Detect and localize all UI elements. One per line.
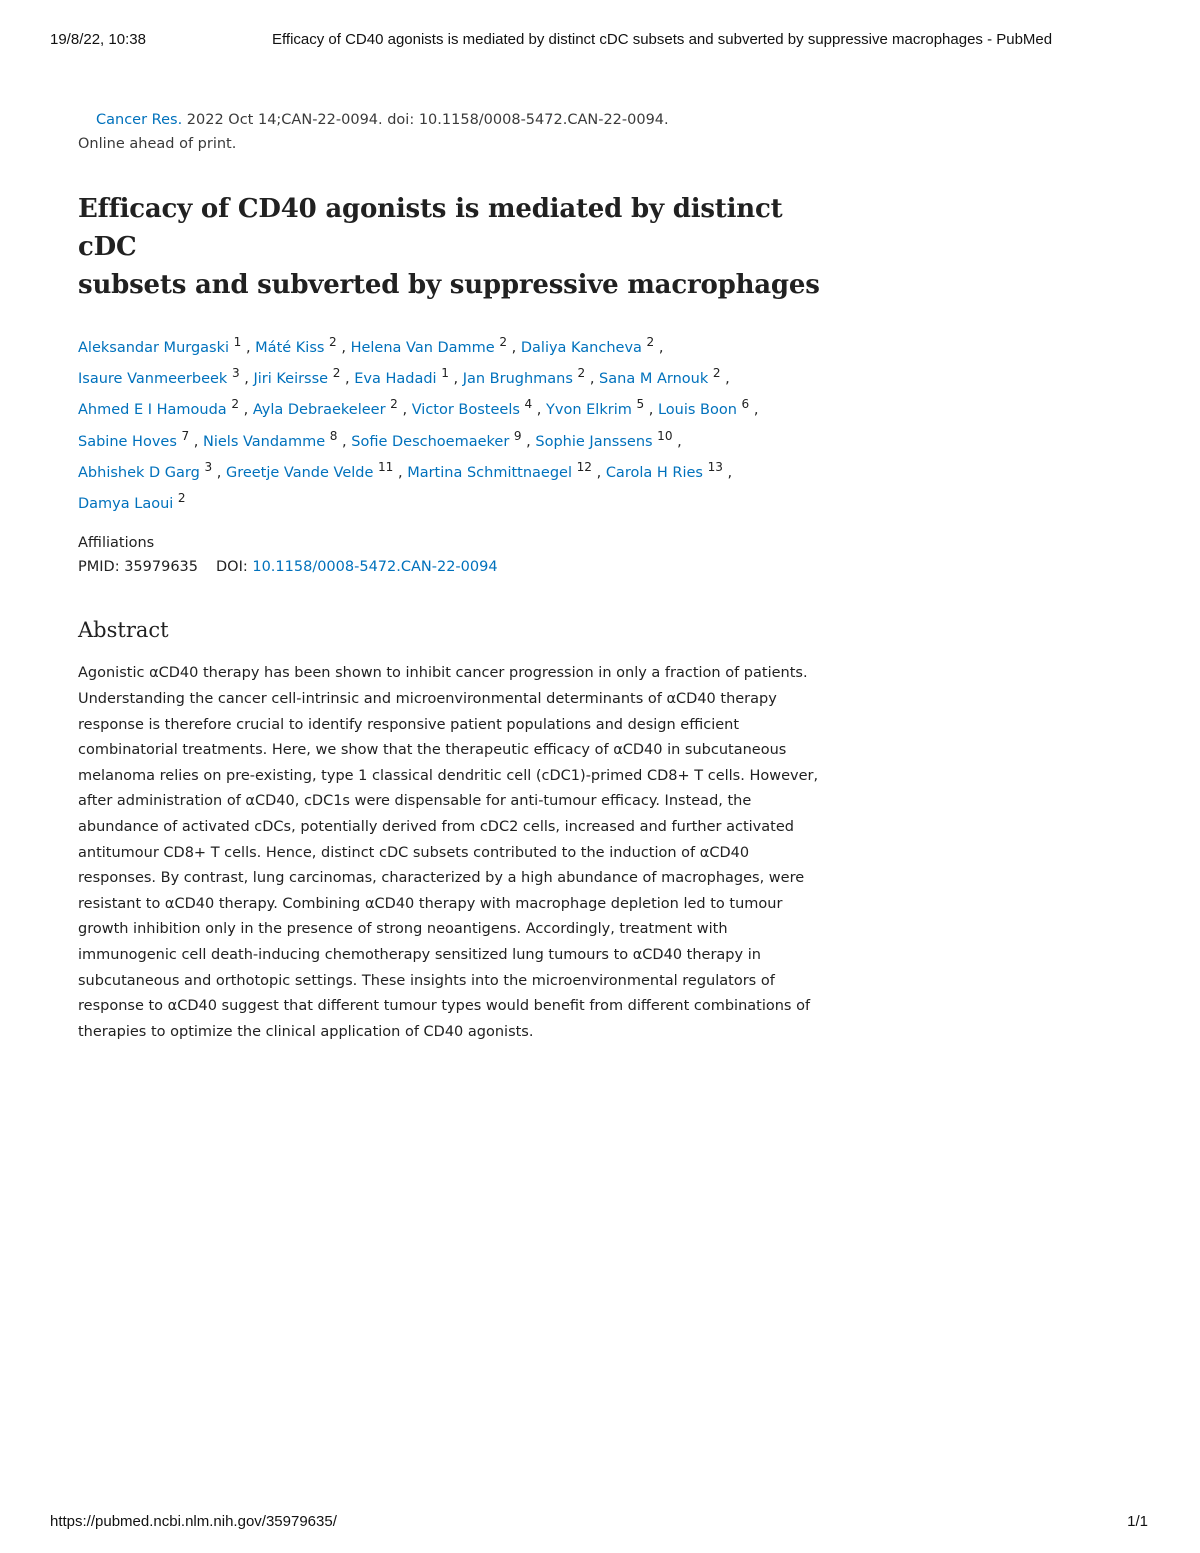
author-link[interactable]: Damya Laoui <box>78 496 174 512</box>
author-separator: , <box>397 402 412 419</box>
article-title <box>78 190 848 304</box>
abstract-line: antitumour CD8+ T cells. Hence, distinct cDC subsets contributed to the induction of αCD40 <box>78 844 750 861</box>
abstract-line: resistant to αCD40 therapy. Combining αCD40 therapy with macrophage depletion led to tumour <box>78 895 783 912</box>
abstract-line: after administration of αCD40, cDC1s were dispensable for anti-tumour efficacy. Instead, the <box>78 793 752 810</box>
abstract-line: combinatorial treatments. Here, we show that the therapeutic efficacy of αCD40 in subcutaneous <box>78 742 787 759</box>
author-separator: , <box>720 371 730 388</box>
author-separator: , <box>448 371 463 388</box>
title-line: subsets and subverted by suppressive macrophages <box>78 270 820 300</box>
author-separator: , <box>532 402 547 419</box>
author-link[interactable]: Carola H Ries <box>605 464 703 481</box>
abstract-line: abundance of activated cDCs, potentially derived from cDC2 cells, increased and further activated <box>78 818 794 835</box>
affiliation-number[interactable]: 2 <box>177 491 186 506</box>
abstract-line: melanoma relies on pre-existing, type 1 classical dendritic cell (cDC1)-primed CD8+ T cells. However, <box>78 767 819 784</box>
author-line <box>78 361 848 392</box>
author-link[interactable]: Louis Boon <box>657 402 737 419</box>
author-separator: , <box>644 402 658 419</box>
abstract-line: growth inhibition only in the presence of strong neoantigens. Accordingly, treatment with <box>78 921 728 938</box>
affiliation-number[interactable]: 12 <box>576 459 592 474</box>
author-link[interactable]: Sophie Janssens <box>535 433 653 450</box>
affiliation-number[interactable]: 11 <box>378 459 394 474</box>
author-line <box>78 424 848 455</box>
abstract-text <box>78 661 848 1045</box>
abstract-line: responses. By contrast, lung carcinomas, characterized by a high abundance of macrophages, were <box>78 870 805 887</box>
affiliation-number[interactable]: 1 <box>233 335 242 349</box>
print-page-title: Efficacy of CD40 agonists is mediated by distinct cDC subsets and subverted by suppressive macrophages - PubMed <box>272 31 1053 48</box>
abstract-line: subcutaneous and orthotopic settings. These insights into the microenvironmental regulators of <box>78 972 775 989</box>
author-link[interactable]: Jiri Keirsse <box>253 371 329 388</box>
affiliation-number[interactable]: 2 <box>646 335 655 349</box>
author-link[interactable]: Eva Hadadi <box>354 371 437 388</box>
abstract-line: immunogenic cell death-inducing chemotherapy sensitized lung tumours to αCD40 therapy in <box>78 946 761 963</box>
print-header <box>50 31 1148 51</box>
author-line <box>78 392 848 423</box>
author-link[interactable]: Sabine Hoves <box>78 433 177 450</box>
affiliation-number[interactable]: 2 <box>231 397 239 412</box>
doi-label: DOI: <box>216 559 248 576</box>
author-line <box>78 330 848 361</box>
author-link[interactable]: Niels Vandamme <box>203 433 326 450</box>
author-separator: , <box>393 464 408 481</box>
journal-link[interactable]: Cancer Res. <box>96 112 183 128</box>
author-separator: , <box>672 433 682 450</box>
author-link[interactable]: Martina Schmittnaegel <box>407 464 572 481</box>
citation-line <box>78 108 848 132</box>
doi-link[interactable]: 10.1158/0008-5472.CAN-22-0094 <box>252 559 498 576</box>
affiliation-number[interactable]: 2 <box>712 366 721 381</box>
author-separator: , <box>241 339 256 356</box>
author-separator: , <box>585 371 600 388</box>
identifiers <box>78 555 848 579</box>
print-footer <box>50 1513 1148 1533</box>
affiliation-number[interactable]: 7 <box>181 428 190 443</box>
author-link[interactable]: Sofie Deschoemaeker <box>351 433 510 450</box>
affiliation-number[interactable]: 5 <box>636 397 645 412</box>
affiliation-number[interactable]: 2 <box>577 366 586 381</box>
affiliation-number[interactable]: 8 <box>329 428 338 443</box>
affiliation-number[interactable]: 2 <box>332 366 341 381</box>
author-link[interactable]: Máté Kiss <box>255 339 325 356</box>
author-separator: , <box>336 339 351 356</box>
affiliation-number[interactable]: 3 <box>204 459 213 474</box>
author-separator: , <box>507 339 521 356</box>
author-separator: , <box>591 464 606 481</box>
author-link[interactable]: Jan Brughmans <box>462 371 573 388</box>
author-separator: , <box>239 371 254 388</box>
author-link[interactable]: Aleksandar Murgaski <box>78 339 230 356</box>
author-link[interactable]: Helena Van Damme <box>350 339 495 356</box>
author-separator: , <box>239 402 253 419</box>
abstract-line: response is therefore crucial to identify responsive patient populations and design efficient <box>78 716 740 733</box>
abstract-line: response to αCD40 suggest that different tumour types would benefit from different combinations of <box>78 998 811 1015</box>
affiliation-number[interactable]: 13 <box>707 459 723 474</box>
author-separator: , <box>189 433 203 450</box>
print-page-number: 1/1 <box>1127 1513 1148 1530</box>
print-datetime: 19/8/22, 10:38 <box>50 31 146 48</box>
author-link[interactable]: Victor Bosteels <box>411 402 520 419</box>
author-separator: , <box>521 433 536 450</box>
affiliation-number[interactable]: 9 <box>513 428 522 443</box>
author-link[interactable]: Sana M Arnouk <box>599 371 709 388</box>
affiliation-number[interactable]: 10 <box>657 428 673 443</box>
author-separator: , <box>722 464 733 481</box>
author-link[interactable]: Greetje Vande Velde <box>225 464 374 481</box>
affiliation-number[interactable]: 2 <box>390 397 398 412</box>
affiliation-number[interactable]: 1 <box>441 366 449 381</box>
abstract-heading: Abstract <box>78 618 169 643</box>
affiliations-toggle[interactable]: Affiliations <box>78 535 155 552</box>
article <box>78 108 848 1045</box>
author-link[interactable]: Yvon Elkrim <box>546 402 632 419</box>
citation-details: 2022 Oct 14;CAN-22-0094. doi: 10.1158/0008-5472.CAN-22-0094. <box>182 112 669 128</box>
abstract-line: therapies to optimize the clinical application of CD40 agonists. <box>78 1023 534 1040</box>
author-link[interactable]: Ayla Debraekeleer <box>252 402 386 419</box>
author-link[interactable]: Isaure Vanmeerbeek <box>78 371 228 388</box>
abstract-line: Agonistic αCD40 therapy has been shown to inhibit cancer progression in only a fraction of patients. <box>78 665 808 682</box>
author-link[interactable]: Daliya Kancheva <box>520 339 642 356</box>
affiliation-number[interactable]: 3 <box>231 366 240 381</box>
abstract-line: Understanding the cancer cell-intrinsic and microenvironmental determinants of αCD40 therapy <box>78 691 777 707</box>
author-link[interactable]: Abhishek D Garg <box>78 464 200 481</box>
author-line <box>78 455 848 486</box>
author-separator: , <box>340 371 355 388</box>
pmid: PMID: 35979635 <box>78 559 198 576</box>
author-separator: , <box>337 433 352 450</box>
affiliation-number[interactable]: 6 <box>741 397 750 412</box>
author-link[interactable]: Ahmed E I Hamouda <box>78 402 227 419</box>
author-list <box>78 330 848 517</box>
affiliation-number[interactable]: 2 <box>499 335 508 349</box>
affiliation-number[interactable]: 4 <box>524 397 533 412</box>
author-separator: , <box>654 339 664 356</box>
publication-status: Online ahead of print. <box>78 136 237 152</box>
author-line <box>78 486 848 517</box>
title-line: Efficacy of CD40 agonists is mediated by distinct cDC <box>78 194 783 262</box>
author-separator: , <box>212 464 226 481</box>
affiliation-number[interactable]: 2 <box>329 335 337 349</box>
author-separator: , <box>749 402 759 419</box>
print-url: https://pubmed.ncbi.nlm.nih.gov/35979635/ <box>50 1513 337 1530</box>
